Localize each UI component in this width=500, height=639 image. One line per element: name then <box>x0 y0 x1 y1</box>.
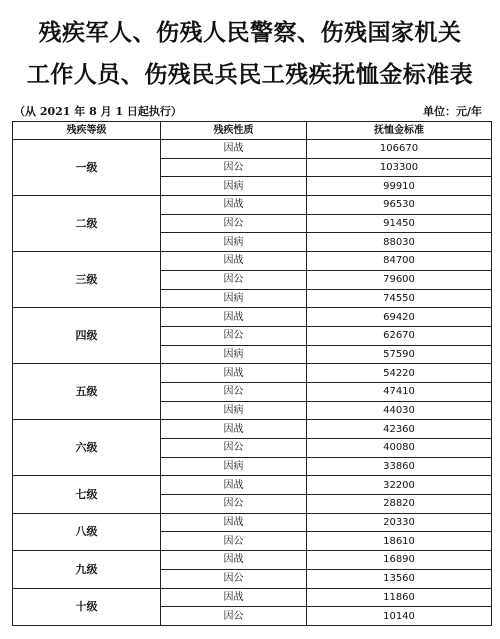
amount-cell: 11860 <box>307 588 492 607</box>
nature-cell: 因公 <box>161 439 307 458</box>
amount-cell: 74550 <box>307 289 492 308</box>
amount-cell: 40080 <box>307 439 492 458</box>
table-row <box>13 196 492 215</box>
nature-cell: 因公 <box>161 382 307 401</box>
grade-cell: 五级 <box>13 364 161 420</box>
nature-cell: 因公 <box>161 214 307 233</box>
nature-cell: 因战 <box>161 308 307 327</box>
header-amount: 抚恤金标准 <box>307 122 492 140</box>
nature-cell: 因病 <box>161 233 307 252</box>
nature-cell: 因病 <box>161 289 307 308</box>
grade-cell: 七级 <box>13 476 161 513</box>
document-title-line2: 工作人员、伤残民兵民工残疾抚恤金标准表 <box>26 61 474 88</box>
amount-cell: 79600 <box>307 270 492 289</box>
amount-cell: 99910 <box>307 177 492 196</box>
nature-cell: 因战 <box>161 551 307 570</box>
document-title-line1: 残疾军人、伤残人民警察、伤残国家机关 <box>38 19 462 46</box>
grade-cell: 一级 <box>13 140 161 196</box>
amount-cell: 13560 <box>307 569 492 588</box>
nature-cell: 因战 <box>161 364 307 383</box>
amount-cell: 16890 <box>307 551 492 570</box>
pension-standards-table <box>12 121 492 626</box>
amount-cell: 54220 <box>307 364 492 383</box>
nature-cell: 因战 <box>161 252 307 271</box>
nature-cell: 因病 <box>161 401 307 420</box>
nature-cell: 因公 <box>161 158 307 177</box>
amount-cell: 96530 <box>307 196 492 215</box>
table-header-row <box>13 122 492 140</box>
nature-cell: 因公 <box>161 495 307 514</box>
nature-cell: 因病 <box>161 177 307 196</box>
amount-cell: 103300 <box>307 158 492 177</box>
amount-cell: 32200 <box>307 476 492 495</box>
amount-cell: 62670 <box>307 326 492 345</box>
nature-cell: 因战 <box>161 140 307 159</box>
nature-cell: 因公 <box>161 326 307 345</box>
amount-cell: 47410 <box>307 382 492 401</box>
nature-cell: 因战 <box>161 476 307 495</box>
amount-cell: 106670 <box>307 140 492 159</box>
table-row <box>13 364 492 383</box>
table-row <box>13 140 492 159</box>
nature-cell: 因战 <box>161 196 307 215</box>
amount-cell: 10140 <box>307 607 492 626</box>
grade-cell: 三级 <box>13 252 161 308</box>
table-row <box>13 551 492 570</box>
grade-cell: 九级 <box>13 551 161 588</box>
amount-cell: 69420 <box>307 308 492 327</box>
header-nature: 残疾性质 <box>161 122 307 140</box>
grade-cell: 八级 <box>13 513 161 550</box>
amount-cell: 42360 <box>307 420 492 439</box>
grade-cell: 二级 <box>13 196 161 252</box>
amount-cell: 84700 <box>307 252 492 271</box>
table-row <box>13 420 492 439</box>
nature-cell: 因公 <box>161 569 307 588</box>
amount-cell: 18610 <box>307 532 492 551</box>
amount-cell: 44030 <box>307 401 492 420</box>
amount-cell: 28820 <box>307 495 492 514</box>
nature-cell: 因战 <box>161 513 307 532</box>
table-row <box>13 476 492 495</box>
amount-cell: 88030 <box>307 233 492 252</box>
unit-note: 单位：元/年 <box>422 105 482 118</box>
amount-cell: 33860 <box>307 457 492 476</box>
effective-date-note: （从 2021 年 8 月 1 日起执行） <box>14 105 182 118</box>
nature-cell: 因公 <box>161 532 307 551</box>
table-row <box>13 513 492 532</box>
grade-cell: 四级 <box>13 308 161 364</box>
table-row <box>13 252 492 271</box>
nature-cell: 因战 <box>161 420 307 439</box>
nature-cell: 因战 <box>161 588 307 607</box>
nature-cell: 因病 <box>161 345 307 364</box>
table-row <box>13 588 492 607</box>
table-body <box>13 140 492 626</box>
nature-cell: 因公 <box>161 270 307 289</box>
amount-cell: 57590 <box>307 345 492 364</box>
nature-cell: 因公 <box>161 607 307 626</box>
nature-cell: 因病 <box>161 457 307 476</box>
amount-cell: 20330 <box>307 513 492 532</box>
grade-cell: 十级 <box>13 588 161 625</box>
amount-cell: 91450 <box>307 214 492 233</box>
header-grade: 残疾等级 <box>13 122 161 140</box>
grade-cell: 六级 <box>13 420 161 476</box>
table-row <box>13 308 492 327</box>
